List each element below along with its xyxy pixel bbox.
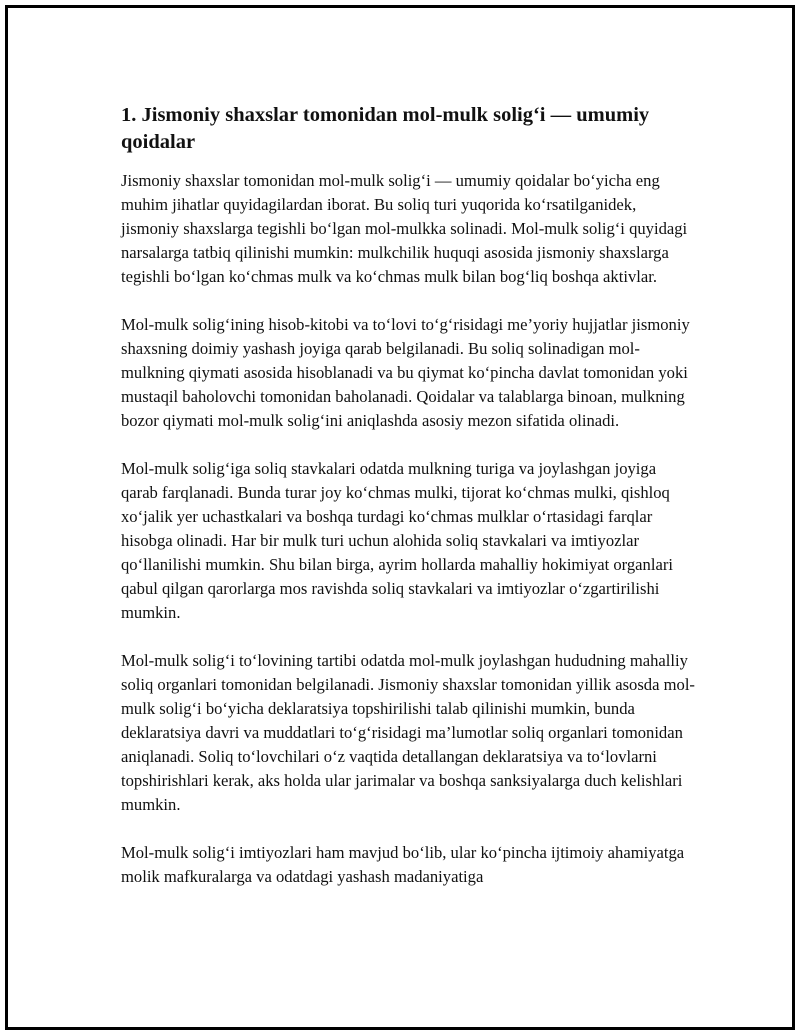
paragraph-3: Mol-mulk solig‘iga soliq stavkalari odatda mulkning turiga va joylashgan joyiga qarab farqlanadi. Bunda turar joy ko‘chmas mulki, tijorat ko‘chmas mulki, qishloq xo‘jalik yer uchastkalari va boshqa turdagi ko‘chmas mulklar o‘rtasidagi farqlar hisobga olinadi. Har bir mulk turi uchun alohida soliq stavkalari va imtiyozlar qo‘llanilishi mumkin. Shu bilan birga, ayrim hollarda mahalliy hokimiyat organlari qabul qilgan qarorlarga mos ravishda soliq stavkalari va imtiyozlar o‘zgartirilishi mumkin. [121, 459, 673, 622]
paragraph-5: Mol-mulk solig‘i imtiyozlari ham mavjud bo‘lib, ular ko‘pincha ijtimoiy ahamiyatga molik mafkuralarga va odatdagi yashash madaniyatiga [121, 843, 685, 886]
document-heading: 1. Jismoniy shaxslar tomonidan mol-mulk solig‘i — umumiy qoidalar [121, 104, 650, 153]
paragraph-2: Mol-mulk solig‘ining hisob-kitobi va to‘lovi to‘g‘risidagi me’yoriy hujjatlar jismoniy shaxsning doimiy yashash joyiga qarab belgilanadi. Bu soliq solinadigan mol-mulkning qiymati asosida hisoblanadi va bu qiymat ko‘pincha davlat tomonidan yoki mustaqil baholovchi tomonidan baholanadi. Qoidalar va talablarga binoan, mulkning bozor qiymati mol-mulk solig‘ini aniqlashda asosiy mezon sifatida olinadi. [121, 315, 690, 430]
paragraph-1: Jismoniy shaxslar tomonidan mol-mulk solig‘i — umumiy qoidalar bo‘yicha eng muhim jihatlar quyidagilardan iborat. Bu soliq turi yuqorida ko‘rsatilganidek, jismoniy shaxslarga tegishli bo‘lgan mol-mulkka solinadi. Mol-mulk solig‘i quyidagi narsalarga tatbiq qilinishi mumkin: mulkchilik huquqi asosida jismoniy shaxslarga tegishli bo‘lgan ko‘chmas mulk va ko‘chmas mulk bilan bog‘liq boshqa aktivlar. [121, 171, 688, 286]
document-body [121, 102, 695, 913]
page-frame [5, 5, 795, 1030]
paragraph-4: Mol-mulk solig‘i to‘lovining tartibi odatda mol-mulk joylashgan hududning mahalliy soliq organlari tomonidan belgilanadi. Jismoniy shaxslar tomonidan yillik asosda mol-mulk solig‘i bo‘yicha deklaratsiya topshirilishi talab qilinishi mumkin, bunda deklaratsiya davri va muddatlari to‘g‘risidagi ma’lumotlar soliq organlari tomonidan aniqlanadi. Soliq to‘lovchilari o‘z vaqtida detallangan deklaratsiya va to‘lovlarni topshirishlari kerak, aks holda ular jarimalar va boshqa sanksiyalarga duch kelishlari mumkin. [121, 651, 695, 814]
